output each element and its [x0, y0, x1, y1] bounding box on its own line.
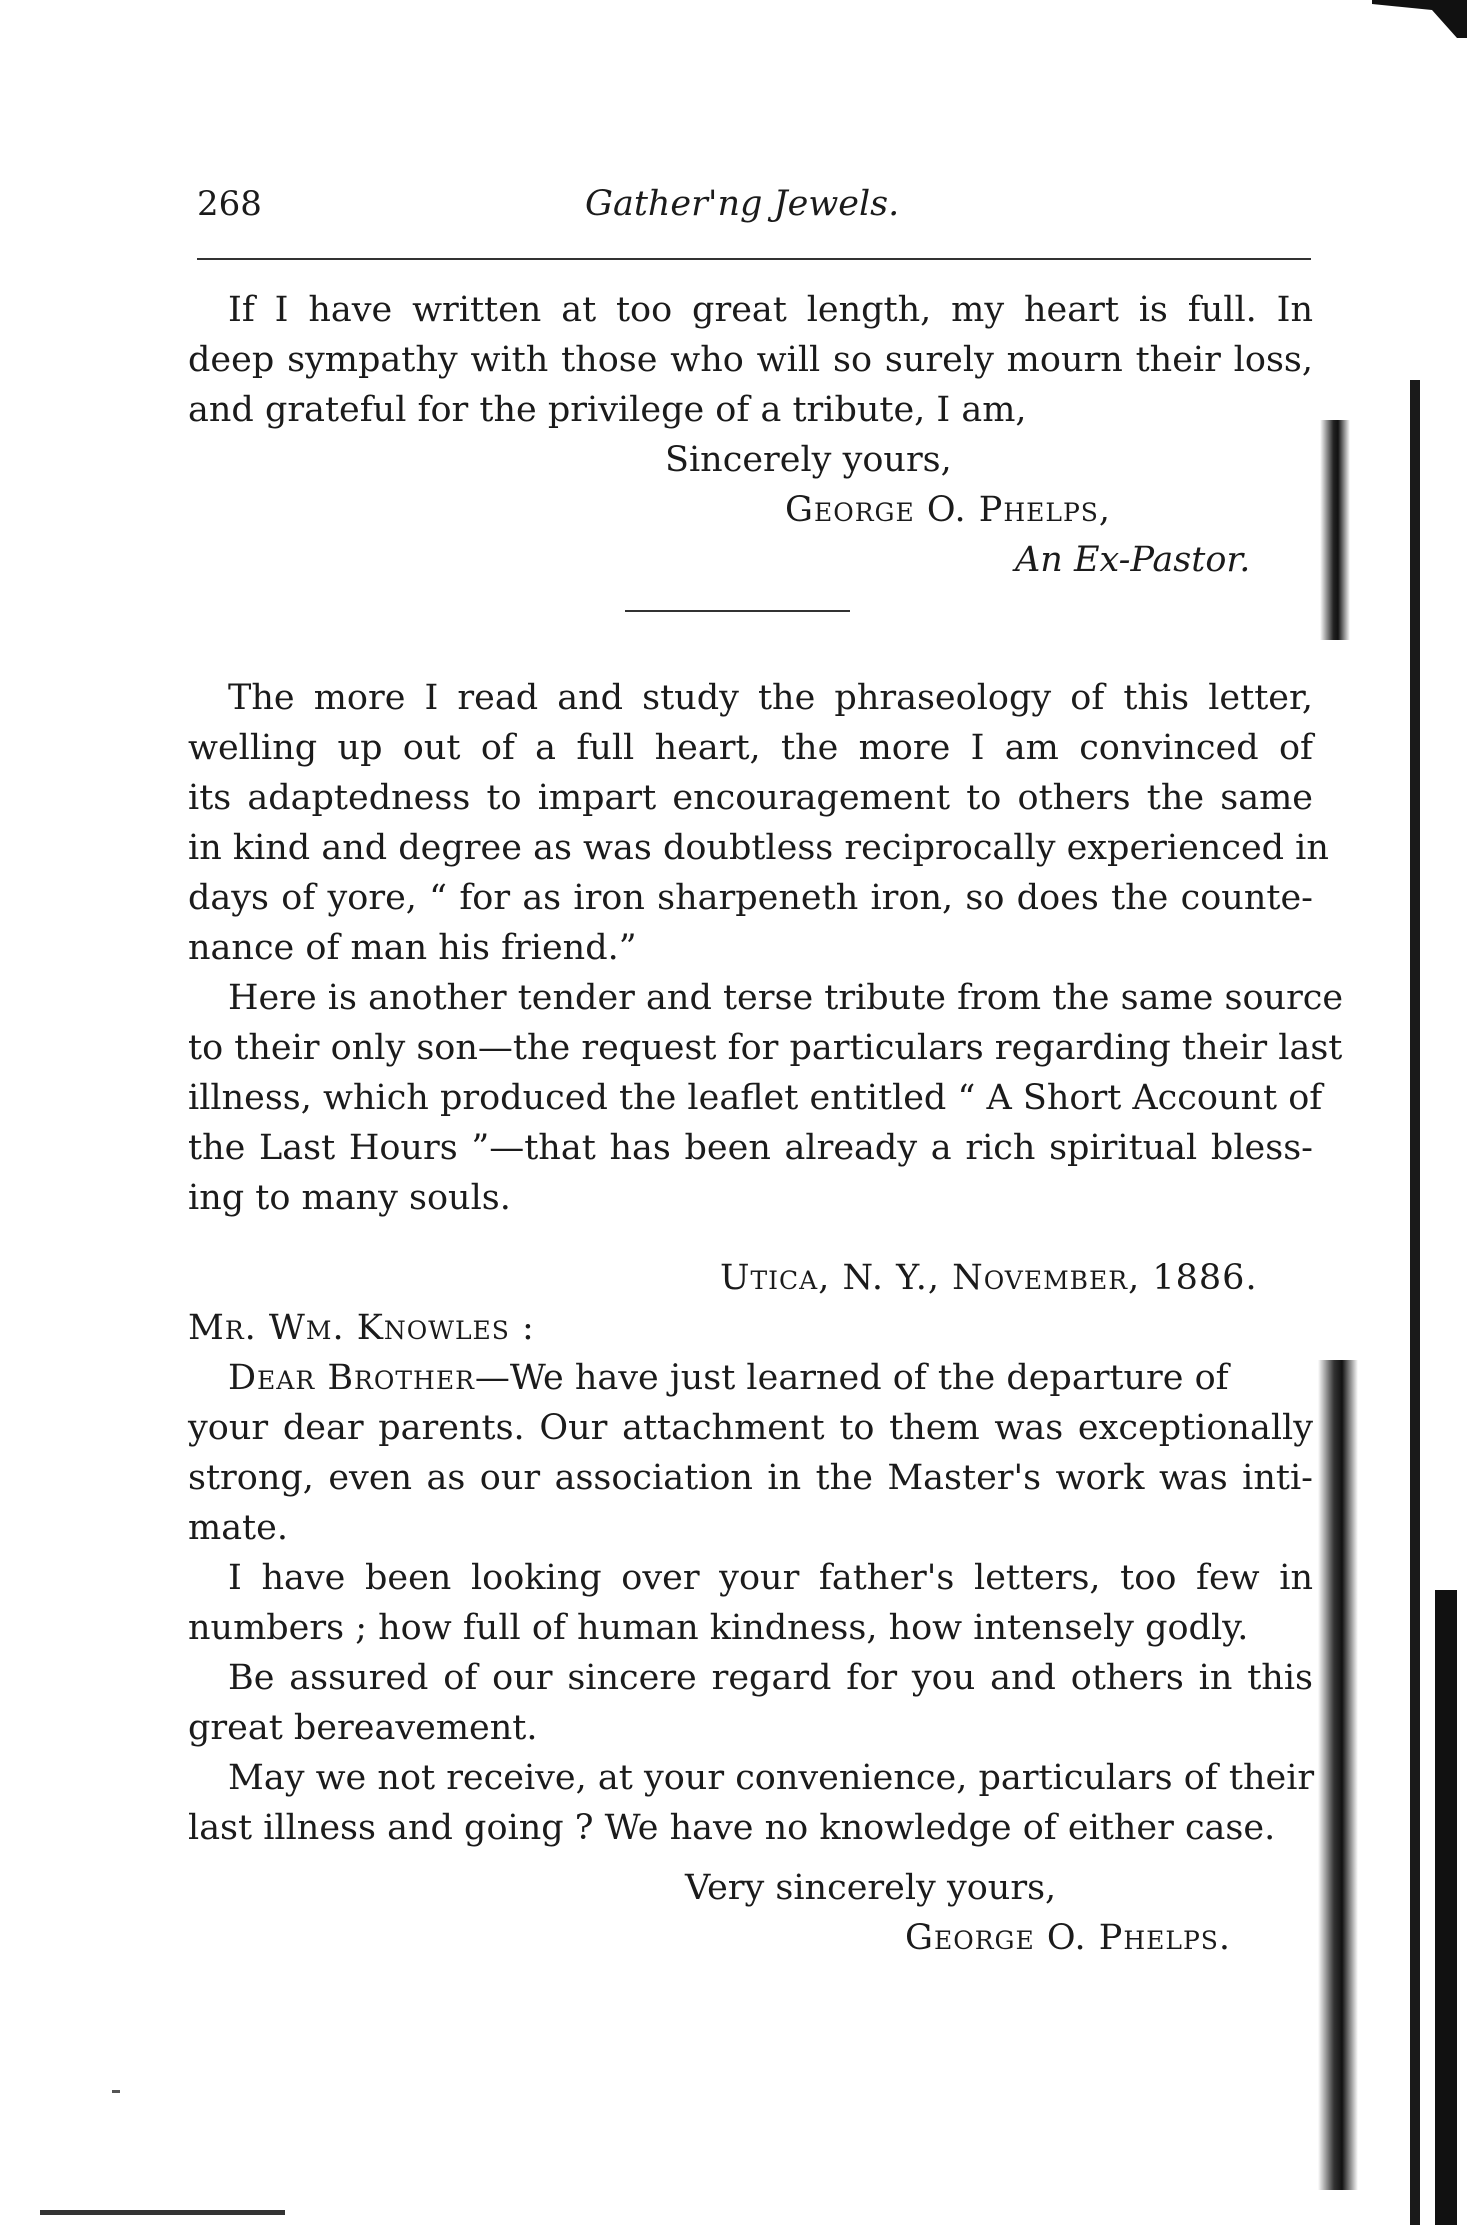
bottom-scan-rule: [40, 2210, 285, 2215]
salutation-line: [228, 1353, 1313, 1403]
text-line: illness, which produced the leaflet entitled “ A Short Account of: [188, 1078, 1323, 1118]
text-line: the Last Hours ”—that has been already a rich spiritual bless-: [188, 1128, 1313, 1168]
salutation: Dear Brother: [228, 1358, 475, 1398]
running-title: Gather'ng Jewels.: [585, 184, 900, 224]
salutation-text: —We have just learned of the departure of: [474, 1358, 1229, 1398]
dateline: Utica, N. Y., November, 1886.: [720, 1258, 1258, 1298]
letter-signature: George O. Phelps.: [905, 1918, 1232, 1958]
text-line: May we not receive, at your convenience, particulars of their: [228, 1758, 1315, 1798]
text-line: mate.: [188, 1508, 288, 1548]
text-line: to their only son—the request for particulars regarding their last: [188, 1028, 1343, 1068]
text-line: numbers ; how full of human kindness, how intensely godly.: [188, 1608, 1249, 1648]
text-line: deep sympathy with those who will so surely mourn their loss,: [188, 340, 1313, 380]
text-line: last illness and going ? We have no knowledge of either case.: [188, 1808, 1276, 1848]
text-line: your dear parents. Our attachment to them was exceptionally: [188, 1408, 1313, 1448]
text-line: great bereavement.: [188, 1708, 538, 1748]
page-edge-line: [1410, 380, 1420, 2225]
page-edge-block: [1435, 1590, 1457, 2225]
letter-signature: George O. Phelps,: [785, 490, 1112, 530]
text-line: strong, even as our association in the Master's work was inti-: [188, 1458, 1313, 1498]
text-line: Here is another tender and terse tribute from the same source: [228, 978, 1344, 1018]
letter-closing: Very sincerely yours,: [685, 1868, 1057, 1908]
corner-scan-mark: [1372, 0, 1467, 40]
section-divider: [625, 610, 850, 612]
text-line: If I have written at too great length, my heart is full. In: [228, 290, 1313, 330]
edge-shadow-top: [1320, 420, 1350, 640]
text-line: ing to many souls.: [188, 1178, 511, 1218]
text-line: and grateful for the privilege of a tribute, I am,: [188, 390, 1027, 430]
header-rule: [197, 258, 1311, 260]
text-line: nance of man his friend.”: [188, 928, 637, 968]
edge-shadow-bottom: [1318, 1360, 1358, 2190]
letter-closing: Sincerely yours,: [665, 440, 952, 480]
signature-title: An Ex-Pastor.: [1015, 540, 1251, 580]
text-line: Be assured of our sincere regard for you and others in this: [228, 1658, 1313, 1698]
text-line: in kind and degree as was doubtless reciprocally experienced in: [188, 828, 1329, 868]
page-number: 268: [197, 184, 262, 224]
text-line: I have been looking over your father's letters, too few in: [228, 1558, 1313, 1598]
text-line: days of yore, “ for as iron sharpeneth iron, so does the counte-: [188, 878, 1313, 918]
addressee: Mr. Wm. Knowles :: [188, 1308, 535, 1348]
text-line: its adaptedness to impart encouragement to others the same: [188, 778, 1313, 818]
stray-mark: [112, 2090, 120, 2093]
text-line: The more I read and study the phraseology of this letter,: [228, 678, 1313, 718]
text-line: welling up out of a full heart, the more I am convinced of: [188, 728, 1313, 768]
